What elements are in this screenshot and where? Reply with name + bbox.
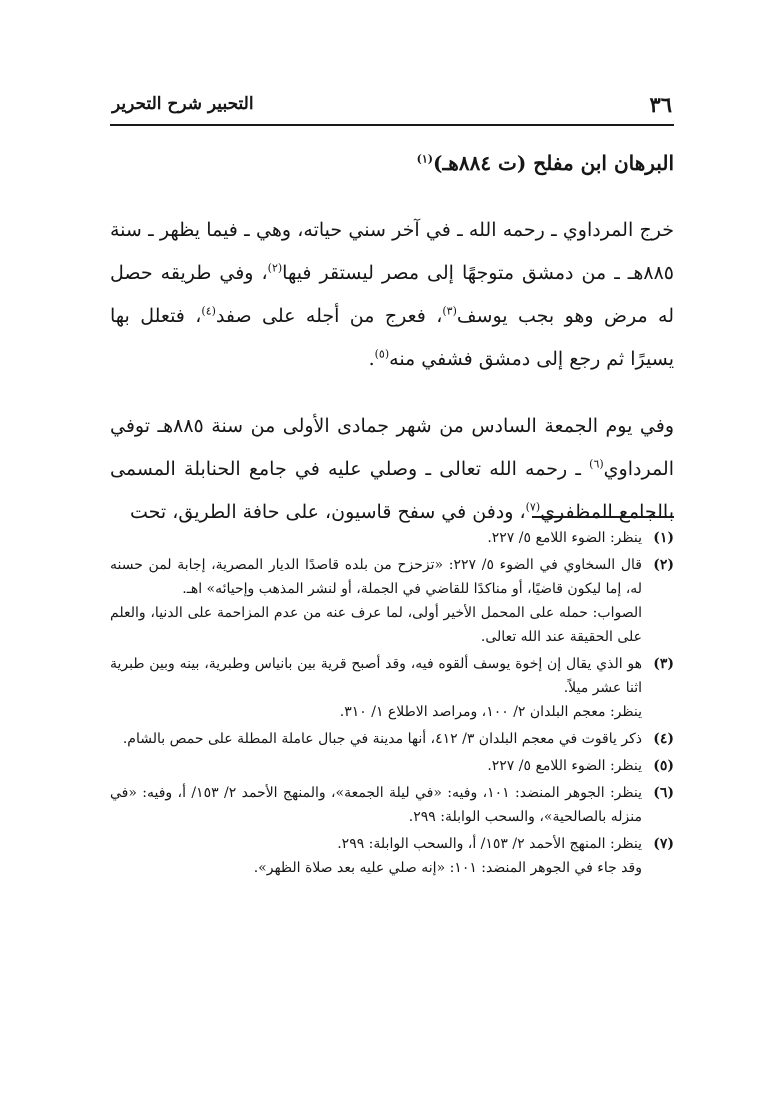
para2-text-1: وفي يوم الجمعة السادس من شهر جمادى الأولى من سنة ٨٨٥هـ توفي المرداوي <box>110 415 674 480</box>
footnote-line: ينظر: الجوهر المنضد: ١٠١، وفيه: «في ليلة الجمعة»، والمنهج الأحمد ٢/ ١٥٣/ أ، وفيه: «في منزله بالصالحية»، والسحب الوابلة: ٢٩٩. <box>110 785 643 825</box>
footnote-line: وقد جاء في الجوهر المنضد: ١٠١: «إنه صلي عليه بعد صلاة الظهر». <box>253 860 642 876</box>
footnotes <box>110 526 674 883</box>
footnote-number: (٧) <box>653 836 674 852</box>
footnote-ref-4: (٤) <box>201 304 216 318</box>
header-divider <box>110 124 674 126</box>
paragraph-death <box>110 405 674 534</box>
para2-text-3: ، ودفن في سفح قاسيون، على حافة الطريق، تحت <box>129 501 526 523</box>
paragraph-departure <box>110 209 674 381</box>
para2-text-2: ـ رحمه الله تعالى ـ وصلي عليه في جامع الحنابلة المسمى بالجامع المظفري <box>110 458 674 523</box>
footnote-number: (٥) <box>653 758 674 774</box>
footnote <box>110 781 674 829</box>
footnote-ref-5: (٥) <box>374 347 390 361</box>
section-heading <box>110 142 674 185</box>
footnote-text <box>110 754 642 778</box>
footnote <box>110 754 674 778</box>
heading-text: البرهان ابن مفلح (ت ٨٨٤هـ) <box>432 151 674 175</box>
footnote-line: ينظر: الضوء اللامع ٥/ ٢٢٧. <box>487 530 642 546</box>
footnote-number: (٦) <box>653 785 674 801</box>
footnote-number: (٤) <box>653 731 674 747</box>
footnote <box>110 832 674 880</box>
footnote-text <box>110 652 642 724</box>
footnote-line: قال السخاوي في الضوء ٥/ ٢٢٧: «تزحزح من بلده قاصدًا الديار المصرية، إجابة لمن حسنه له، إما ليكون قاضيًا، أو مناكدًا للقاضي في الجملة، أو لنشر المذهب وإحيائه» اهـ. <box>110 557 643 597</box>
footnote-line: ينظر: الضوء اللامع ٥/ ٢٢٧. <box>487 758 642 774</box>
footnote <box>110 727 674 751</box>
footnote-line: الصواب: حمله على المحمل الأخير أولى، لما عرف عنه من عدم المزاحمة على الدنيا، والعلم على الحقيقة عند الله تعالى. <box>110 605 642 645</box>
footnote <box>110 652 674 724</box>
page-number: ٣٦ <box>649 92 672 117</box>
para1-text-2: ، وفي طريقه حصل له مرض وهو بجب يوسف <box>110 262 674 327</box>
footnote-ref-7: (٧) <box>525 500 541 514</box>
footnote-text <box>110 553 642 649</box>
footnote <box>110 526 674 550</box>
footnote-text <box>110 526 642 550</box>
footnote-number: (٣) <box>653 656 674 672</box>
footnote-separator <box>532 516 674 518</box>
footnote-line: ينظر: المنهج الأحمد ٢/ ١٥٣/ أ، والسحب الوابلة: ٢٩٩. <box>337 836 642 852</box>
main-text <box>110 142 674 534</box>
footnote-ref-2: (٢) <box>267 261 283 275</box>
footnote-ref-1: (١) <box>416 152 433 166</box>
footnote-ref-3: (٣) <box>442 304 457 318</box>
footnote-text <box>110 727 642 751</box>
footnote-number: (١) <box>653 530 674 546</box>
running-header <box>112 84 672 124</box>
para1-text-4: ، فتعلل بها يسيرًا ثم رجع إلى دمشق فشفي منه <box>110 305 674 370</box>
footnote-text <box>110 832 642 880</box>
footnote-line: ذكر ياقوت في معجم البلدان ٣/ ٤١٢، أنها مدينة في جبال عاملة المطلة على حمص بالشام. <box>122 731 642 747</box>
footnote <box>110 553 674 649</box>
footnote-line: هو الذي يقال إن إخوة يوسف ألقوه فيه، وقد أصبح قرية بين بانياس وطبرية، بينه وبين طبرية اثنا عشر ميلاً. <box>110 656 642 696</box>
book-title: التحبير شرح التحرير <box>112 94 254 114</box>
para1-text-1: خرج المرداوي ـ رحمه الله ـ في آخر سني حياته، وهي ـ فيما يظهر ـ سنة ٨٨٥هـ ـ من دمشق متوجهًا إلى مصر ليستقر فيها <box>110 219 675 284</box>
para1-text-5: . <box>368 348 375 370</box>
footnote-ref-6: (٦) <box>589 457 604 471</box>
para1-text-3: ، فعرج من أجله على صفد <box>215 305 443 327</box>
footnote-text <box>110 781 642 829</box>
footnote-line: ينظر: معجم البلدان ٢/ ١٠٠، ومراصد الاطلاع ١/ ٣١٠. <box>339 704 642 720</box>
footnote-number: (٢) <box>653 557 674 573</box>
